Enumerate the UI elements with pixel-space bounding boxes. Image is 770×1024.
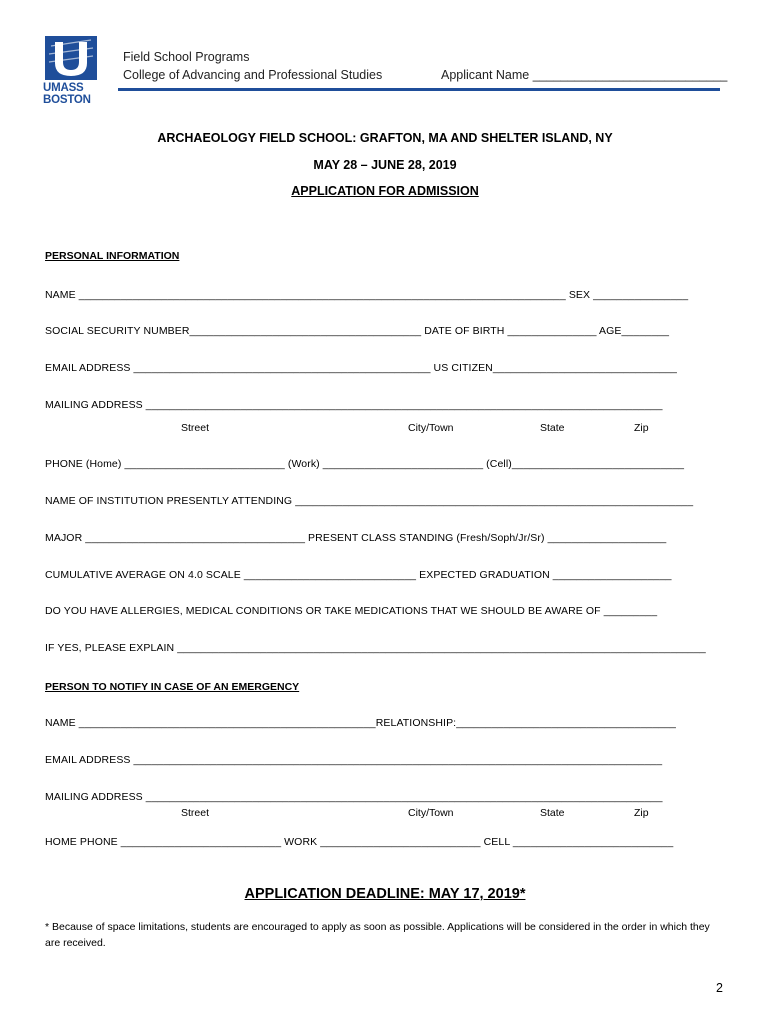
label-city: City/Town [408, 422, 454, 434]
phone-fields[interactable]: PHONE (Home) ___________________________ (Work) ___________________________ (Cell)_____________________________ [45, 458, 685, 470]
allergies-field[interactable]: DO YOU HAVE ALLERGIES, MEDICAL CONDITIONS OR TAKE MEDICATIONS THAT WE SHOULD BE AWARE OF _________ [45, 605, 658, 617]
page-title: ARCHAEOLOGY FIELD SCHOOL: GRAFTON, MA AND SHELTER ISLAND, NY [157, 131, 613, 145]
page-number: 2 [716, 981, 723, 995]
ssn-dob-age-field[interactable]: SOCIAL SECURITY NUMBER_______________________________________ DATE OF BIRTH _______________ AGE________ [45, 325, 670, 337]
section-personal-information: PERSONAL INFORMATION [45, 250, 180, 262]
label-street: Street [181, 422, 210, 434]
deadline-note: * Because of space limitations, students are encouraged to apply as soon as possible. Applications will be considered in the order in which they are received. [45, 921, 710, 949]
label-state: State [540, 807, 565, 819]
mailing-address-field[interactable]: MAILING ADDRESS _______________________________________________________________________________________ [45, 399, 663, 411]
header-rule [118, 88, 720, 91]
application-deadline: APPLICATION DEADLINE: MAY 17, 2019* [244, 886, 526, 902]
gpa-graduation-field[interactable]: CUMULATIVE AVERAGE ON 4.0 SCALE _____________________________ EXPECTED GRADUATION ____________________ [45, 569, 672, 581]
institution-field[interactable]: NAME OF INSTITUTION PRESENTLY ATTENDING ___________________________________________________________________ [45, 495, 694, 507]
email-citizen-field[interactable]: EMAIL ADDRESS __________________________________________________ US CITIZEN_______________________________ [45, 362, 677, 374]
umass-u-icon [45, 36, 97, 80]
logo-text-boston: BOSTON [43, 94, 91, 106]
form-title: APPLICATION FOR ADMISSION [291, 184, 479, 198]
label-state: State [540, 422, 565, 434]
umass-boston-logo [43, 36, 99, 108]
label-city: City/Town [408, 807, 454, 819]
label-zip: Zip [634, 807, 649, 819]
label-street: Street [181, 807, 210, 819]
header-college: College of Advancing and Professional Studies [123, 68, 383, 82]
name-field[interactable]: NAME __________________________________________________________________________________ SEX ________________ [45, 289, 689, 301]
label-zip: Zip [634, 422, 649, 434]
emergency-phone-fields[interactable]: HOME PHONE ___________________________ WORK ___________________________ CELL ___________________________ [45, 836, 674, 848]
emergency-email-field[interactable]: EMAIL ADDRESS _________________________________________________________________________________________ [45, 754, 663, 766]
header-program: Field School Programs [123, 50, 250, 64]
major-standing-field[interactable]: MAJOR _____________________________________ PRESENT CLASS STANDING (Fresh/Soph/Jr/Sr) ____________________ [45, 532, 667, 544]
logo-text-umass: UMASS [43, 82, 84, 94]
explain-field[interactable]: IF YES, PLEASE EXPLAIN _________________________________________________________________________________________ [45, 642, 706, 654]
section-emergency-contact: PERSON TO NOTIFY IN CASE OF AN EMERGENCY [45, 681, 300, 693]
emergency-name-relationship-field[interactable]: NAME __________________________________________________RELATIONSHIP:_____________________________________ [45, 717, 676, 729]
applicant-name-field[interactable]: Applicant Name ____________________________ [441, 68, 728, 82]
emergency-mailing-address-field[interactable]: MAILING ADDRESS _______________________________________________________________________________________ [45, 791, 663, 803]
program-dates: MAY 28 – JUNE 28, 2019 [313, 158, 457, 172]
